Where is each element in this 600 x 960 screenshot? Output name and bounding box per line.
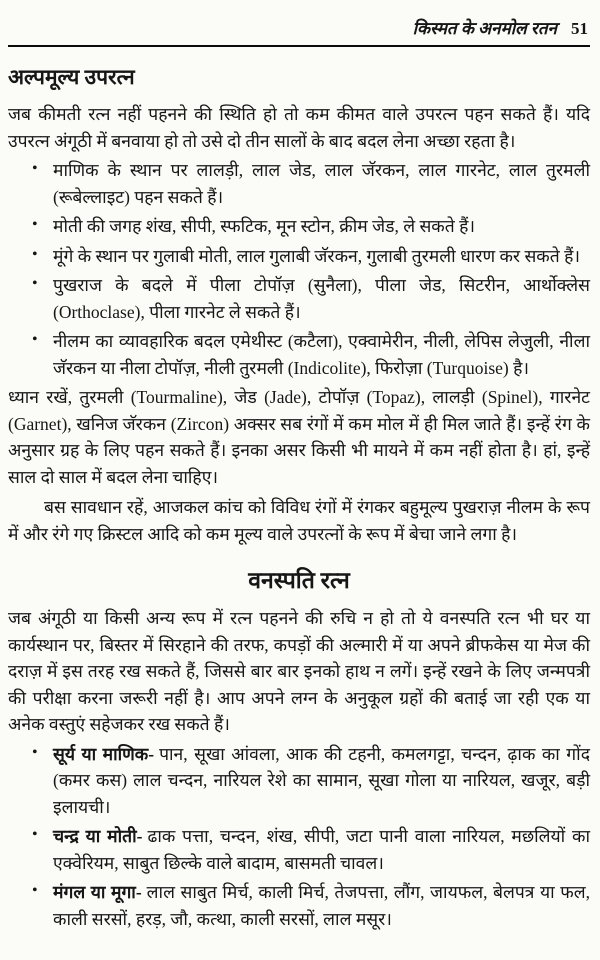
running-header xyxy=(8,12,590,47)
list-item xyxy=(32,243,590,270)
list-item-text: पान, सूखा आंवला, आक की टहनी, कमलगट्टा, चन्दन, ढ़ाक का गोंद (कमर कस) लाल चन्दन, नारियल रेशे का सामान, सूखा गोला या नारियल, खजूर, बड़ी इलायची। xyxy=(53,743,590,817)
list-item xyxy=(32,213,590,240)
list-item xyxy=(32,328,590,381)
vanaspati-bullet-list xyxy=(8,741,590,933)
bullet-icon: • xyxy=(32,216,38,233)
paragraph-intro-vanaspati: जब अंगूठी या किसी अन्य रूप में रत्न पहनने की रुचि न हो तो ये वनस्पति रत्न भी घर या कार्यस्थान पर, बिस्तर में सिरहाने की तरफ, कपड़ों की अल्मारी में या अपने ब्रीफकेस या मेज की दराज़ में इस तरह रख सकते हैं, जिससे बार बार इनको हाथ न लगें। इन्हें रखने के लिए जन्मपत्री की परीक्षा करना जरूरी नहीं है। आप अपने लग्न के अनुकूल ग्रहों की बताई जा रही एक या अनेक वस्तुएं सहेजकर रख सकते हैं। xyxy=(8,608,590,734)
list-item-text: पुखराज के बदले में पीला टोपॉज़ (सुनैला), पीला जेड, सिटरीन, आर्थोक्लेस (Orthoclase), पीला गारनेट ले सकते हैं। xyxy=(53,275,590,322)
list-item-text: मोती की जगह शंख, सीपी, स्फटिक, मून स्टोन, क्रीम जेड, ले सकते हैं। xyxy=(53,216,475,236)
paragraph-note: ध्यान रखें, तुरमली (Tourmaline), जेड (Jade), टोपॉज़ (Topaz), लालड़ी (Spinel), गारनेट (Garnet), खनिज जॅरकन (Zircon) अक्सर सब रंगों में कम मोल में ही मिल जाते हैं। इन्हें रंग के अनुसार ग्रह के लिए पहन सकते हैं। इनका असर किसी भी मायने में कम नहीं होता है। हां, इन्हें साल दो साल में बदल लेना चाहिए। xyxy=(8,387,590,487)
bullet-icon: • xyxy=(32,826,38,843)
section-heading-vanaspati: वनस्पति रत्न xyxy=(248,568,350,593)
list-item-text: नीलम का व्यावहारिक बदल एमेथीस्ट (कटैला), एक्वामेरीन, नीली, लेपिस लेजुली, नीला जॅरकन या नीला टोपॉज़, नीली तुरमली (Indicolite), फिरोज़ा (Turquoise) है। xyxy=(53,331,590,378)
bullet-icon: • xyxy=(32,882,38,899)
planet-gem-lead: मंगल या मूगा- xyxy=(53,882,142,902)
page-number: 51 xyxy=(571,19,588,38)
section-heading-upratna: अल्पमूल्य उपरत्न xyxy=(8,65,135,89)
list-item xyxy=(32,157,590,210)
list-item xyxy=(32,272,590,325)
list-item-text: मूंगे के स्थान पर गुलाबी मोती, लाल गुलाबी जॅरकन, गुलाबी तुरमली धारण कर सकते हैं। xyxy=(53,245,580,266)
book-title: किस्मत के अनमोल रतन xyxy=(412,19,557,38)
upratna-bullet-list xyxy=(8,157,590,381)
list-item xyxy=(32,879,590,932)
bullet-icon: • xyxy=(32,275,38,292)
paragraph-intro-upratna: जब कीमती रत्न नहीं पहनने की स्थिति हो तो कम कीमत वाले उपरत्न पहन सकते हैं। यदि उपरत्न अंगूठी में बनवाया हो तो उसे दो तीन सालों के बाद बदल लेना अच्छा रहता है। xyxy=(8,104,590,151)
bullet-icon: • xyxy=(32,331,38,348)
planet-gem-lead: चन्द्र या मोती- xyxy=(53,826,143,846)
bullet-icon: • xyxy=(32,743,38,761)
list-item-text: ढाक पत्ता, चन्दन, शंख, सीपी, जटा पानी वाला नारियल, मछलियों का एक्वेरियम, साबुत छिल्के वाले बादाम, बासमती चावल। xyxy=(53,826,591,873)
paragraph-caution: बस सावधान रहें, आजकल कांच को विविध रंगों में रंगकर बहुमूल्य पुखराज़ नीलम के रूप में और रंगे गए क्रिस्टल आदि को कम मूल्य वाले उपरत्नों के रूप में बेचा जाने लगा है। xyxy=(8,497,590,544)
list-item xyxy=(32,823,590,876)
bullet-icon: • xyxy=(32,245,38,263)
planet-gem-lead: सूर्य या माणिक- xyxy=(53,743,155,764)
list-item-text: लाल साबुत मिर्च, काली मिर्च, तेजपत्ता, लौंग, जायफल, बेलपत्र या फल, काली सरसों, हरड़, जौ, कत्था, काली सरसों, लाल मसूर। xyxy=(53,882,590,929)
bullet-icon: • xyxy=(32,160,38,177)
list-item xyxy=(32,741,590,821)
list-item-text: माणिक के स्थान पर लालड़ी, लाल जेड, लाल जॅरकन, लाल गारनेट, लाल तुरमली (रूबेल्लाइट) पहन सकते हैं। xyxy=(53,160,590,207)
